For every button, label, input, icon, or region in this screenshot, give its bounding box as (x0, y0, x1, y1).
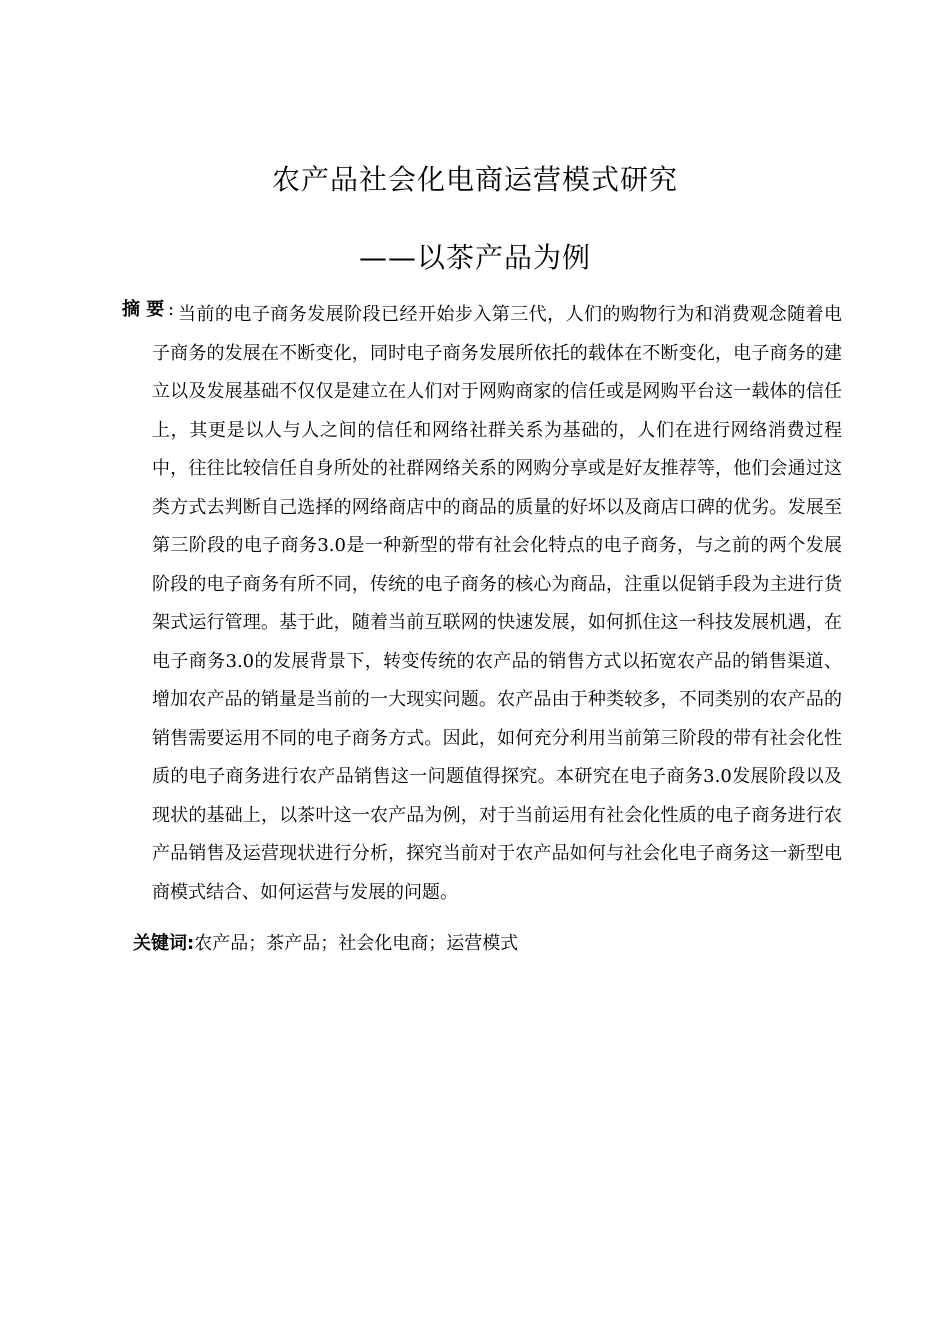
keywords-values: 农产品；茶产品；社会化电商；运营模式 (194, 933, 519, 954)
abstract-colon: : (168, 299, 175, 320)
abstract-text: 当前的电子商务发展阶段已经开始步入第三代，人们的购物行为和消费观念随着电子商务的发展在不断变化，同时电子商务发展所依托的载体在不断变化，电子商务的建立以及发展基础不仅仅是建立在人们对于网购商家的信任或是网购平台这一载体的信任上，其更是以人与人之间的信任和网络社群关系为基础的，人们在进行网络消费过程中，往往比较信任自身所处的社群网络关系的网购分享或是好友推荐等，他们会通过这类方式去判断自己选择的网络商店中的商品的质量的好坏以及商店口碑的优劣。发展至第三阶段的电子商务3.0是一种新型的带有社会化特点的电子商务，与之前的两个发展阶段的电子商务有所不同，传统的电子商务的核心为商品，注重以促销手段为主进行货架式运行管理。基于此，随着当前互联网的快速发展，如何抓住这一科技发展机遇，在电子商务3.0的发展背景下，转变传统的农产品的销售方式以拓宽农产品的销售渠道、增加农产品的销量是当前的一大现实问题。农产品由于种类较多，不同类别的农产品的销售需要运用不同的电子商务方式。因此，如何充分利用当前第三阶段的带有社会化性质的电子商务进行农产品销售这一问题值得探究。本研究在电子商务3.0发展阶段以及现状的基础上，以茶叶这一农产品为例，对于当前运用有社会化性质的电子商务进行农产品销售及运营现状进行分析，探究当前对于农产品如何与社会化电子商务这一新型电商模式结合、如何运营与发展的问题。 (152, 304, 842, 903)
paper-title: 农产品社会化电商运营模式研究 (271, 163, 678, 196)
abstract-label: 摘 要 (122, 299, 165, 320)
paper-subtitle: ——以茶产品为例 (358, 241, 591, 274)
keywords-label: 关键词: (133, 933, 195, 954)
keywords-line (133, 929, 518, 958)
